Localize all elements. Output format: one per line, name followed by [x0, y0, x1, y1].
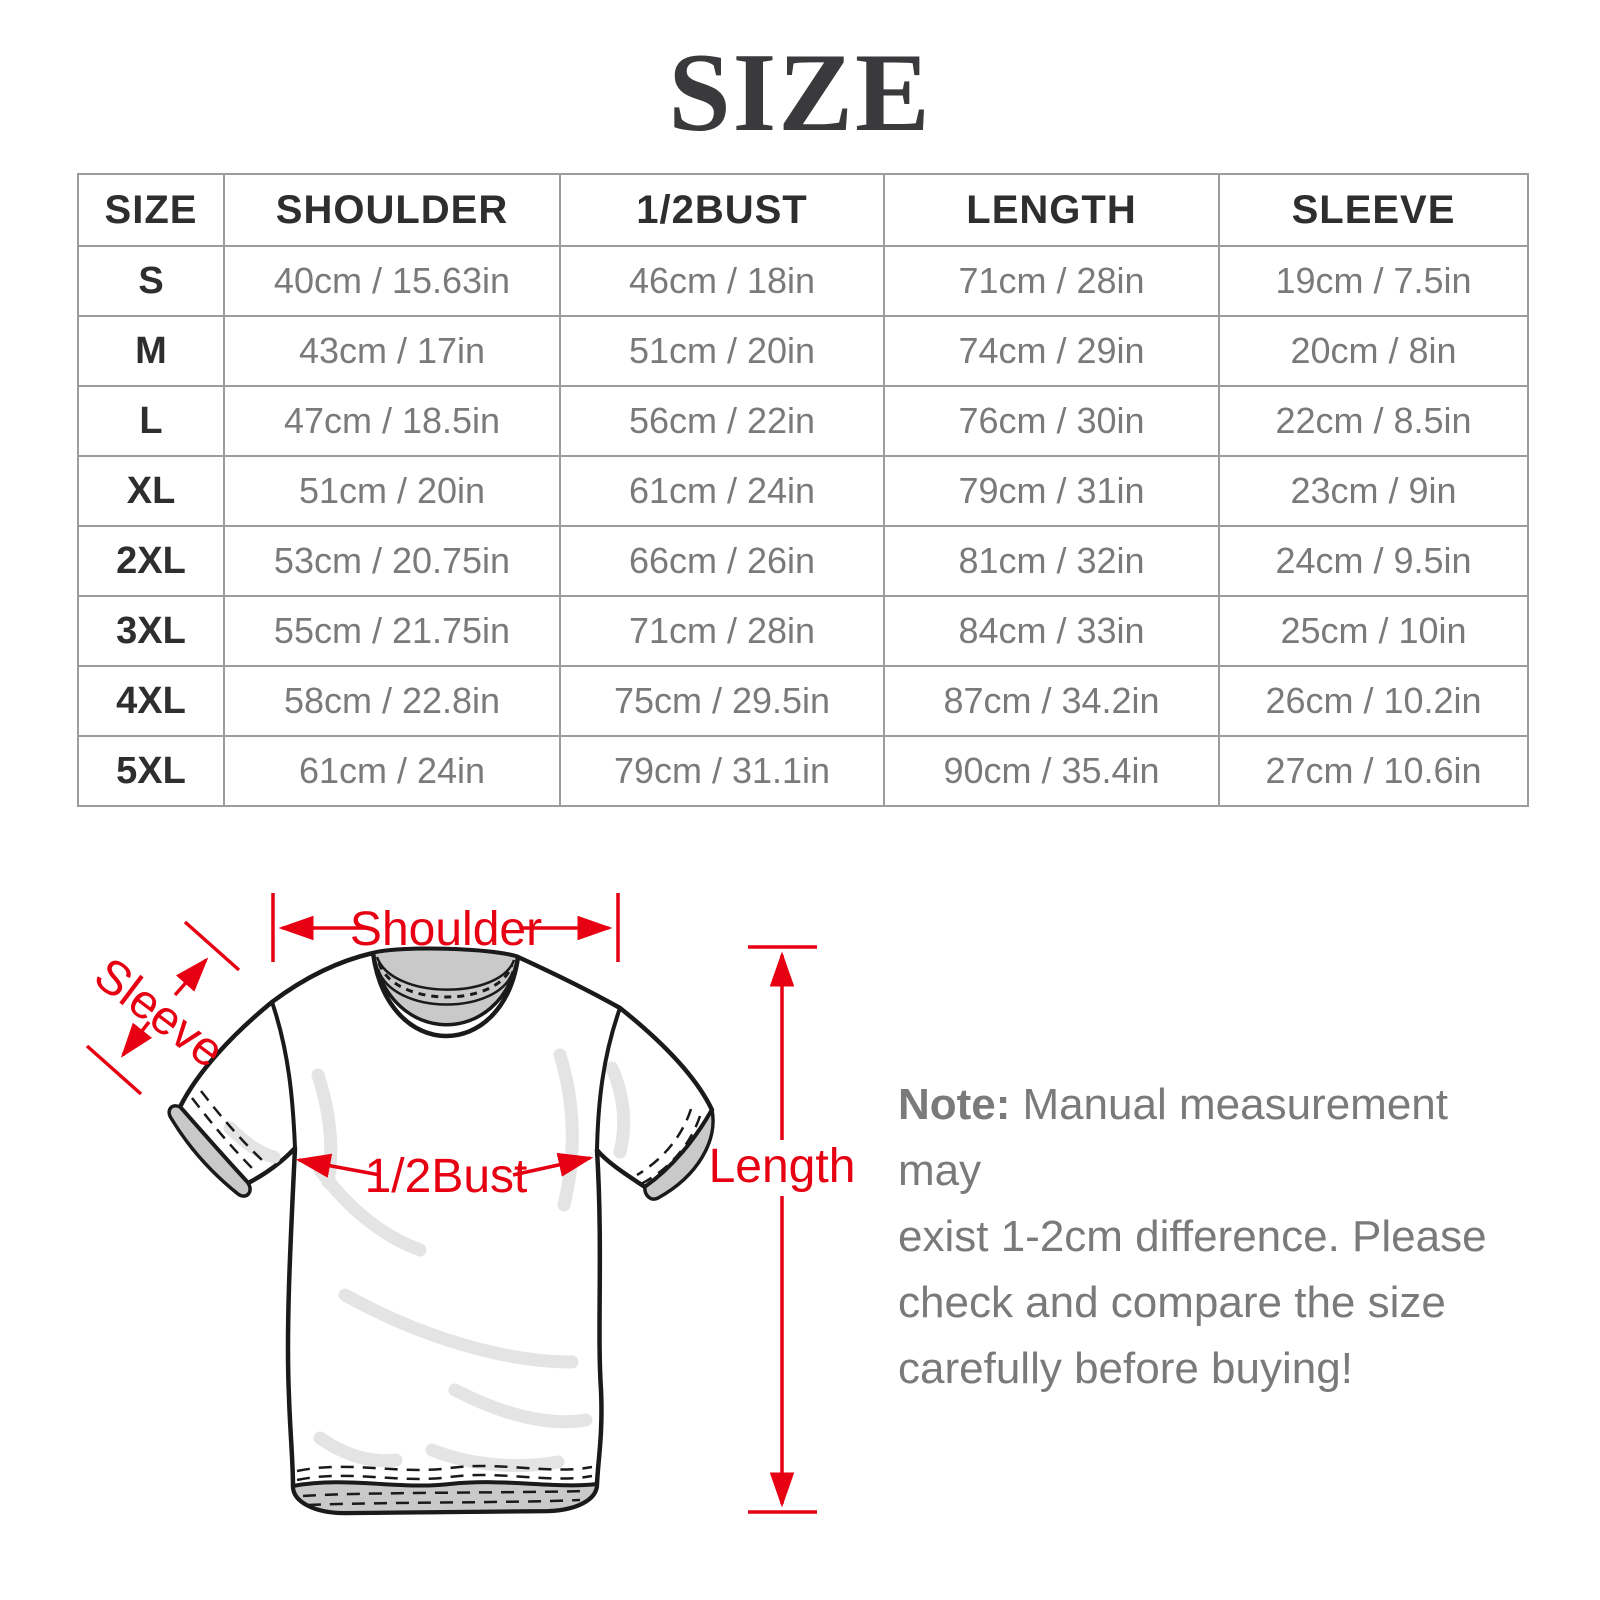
bust-value: 79cm / 31.1in [560, 736, 884, 806]
note-line: check and compare the size [898, 1278, 1446, 1327]
sleeve-value: 22cm / 8.5in [1219, 386, 1528, 456]
bust-value: 46cm / 18in [560, 246, 884, 316]
size-label: M [78, 316, 224, 386]
shoulder-value: 58cm / 22.8in [224, 666, 560, 736]
page-title: SIZE [668, 31, 932, 155]
col-header-size: SIZE [78, 174, 224, 246]
bust-value: 61cm / 24in [560, 456, 884, 526]
table-row [78, 386, 1528, 456]
size-chart-table [77, 173, 1529, 807]
sleeve-lower-tick [87, 1046, 141, 1094]
bust-value: 71cm / 28in [560, 596, 884, 666]
length-value: 87cm / 34.2in [884, 666, 1219, 736]
table-row [78, 736, 1528, 806]
col-header-bust: 1/2BUST [560, 174, 884, 246]
size-label: 2XL [78, 526, 224, 596]
size-label: 5XL [78, 736, 224, 806]
sleeve-upper-tick [185, 922, 239, 970]
sleeve-value: 27cm / 10.6in [1219, 736, 1528, 806]
hem-band [293, 1482, 597, 1513]
shoulder-value: 40cm / 15.63in [224, 246, 560, 316]
measurement-note [898, 1072, 1518, 1402]
shoulder-value: 51cm / 20in [224, 456, 560, 526]
size-label: 4XL [78, 666, 224, 736]
sleeve-value: 26cm / 10.2in [1219, 666, 1528, 736]
table-row [78, 596, 1528, 666]
length-value: 71cm / 28in [884, 246, 1219, 316]
sleeve-value: 24cm / 9.5in [1219, 526, 1528, 596]
col-header-shoulder: SHOULDER [224, 174, 560, 246]
size-label: S [78, 246, 224, 316]
table-header-row [78, 174, 1528, 246]
sleeve-value: 25cm / 10in [1219, 596, 1528, 666]
shoulder-value: 53cm / 20.75in [224, 526, 560, 596]
length-value: 90cm / 35.4in [884, 736, 1219, 806]
note-line: exist 1-2cm difference. Please [898, 1212, 1487, 1261]
sleeve-value: 23cm / 9in [1219, 456, 1528, 526]
size-label: 3XL [78, 596, 224, 666]
length-value: 74cm / 29in [884, 316, 1219, 386]
length-value: 81cm / 32in [884, 526, 1219, 596]
sleeve-value: 20cm / 8in [1219, 316, 1528, 386]
sleeve-label: Sleeve [84, 947, 234, 1079]
col-header-length: LENGTH [884, 174, 1219, 246]
table-row [78, 316, 1528, 386]
table-row [78, 666, 1528, 736]
length-value: 76cm / 30in [884, 386, 1219, 456]
length-value: 84cm / 33in [884, 596, 1219, 666]
length-label: Length [708, 1140, 856, 1193]
table-row [78, 456, 1528, 526]
bust-value: 75cm / 29.5in [560, 666, 884, 736]
bust-value: 51cm / 20in [560, 316, 884, 386]
sleeve-value: 19cm / 7.5in [1219, 246, 1528, 316]
shoulder-value: 55cm / 21.75in [224, 596, 560, 666]
length-value: 79cm / 31in [884, 456, 1219, 526]
shoulder-label: Shoulder [349, 903, 543, 956]
bust-label: 1/2Bust [364, 1150, 528, 1203]
note-line [898, 1072, 1518, 1204]
shoulder-value: 43cm / 17in [224, 316, 560, 386]
size-label: L [78, 386, 224, 456]
shoulder-value: 47cm / 18.5in [224, 386, 560, 456]
col-header-sleeve: SLEEVE [1219, 174, 1528, 246]
note-line: carefully before buying! [898, 1344, 1353, 1393]
tshirt-outline [180, 949, 712, 1513]
shoulder-value: 61cm / 24in [224, 736, 560, 806]
bust-value: 66cm / 26in [560, 526, 884, 596]
size-label: XL [78, 456, 224, 526]
sleeve-arrow-up [175, 960, 206, 995]
table-row [78, 246, 1528, 316]
table-row [78, 526, 1528, 596]
note-label: Note: [898, 1080, 1011, 1129]
note-text: Manual measurement may [898, 1080, 1448, 1195]
tshirt-measurement-diagram [60, 860, 860, 1580]
bust-value: 56cm / 22in [560, 386, 884, 456]
